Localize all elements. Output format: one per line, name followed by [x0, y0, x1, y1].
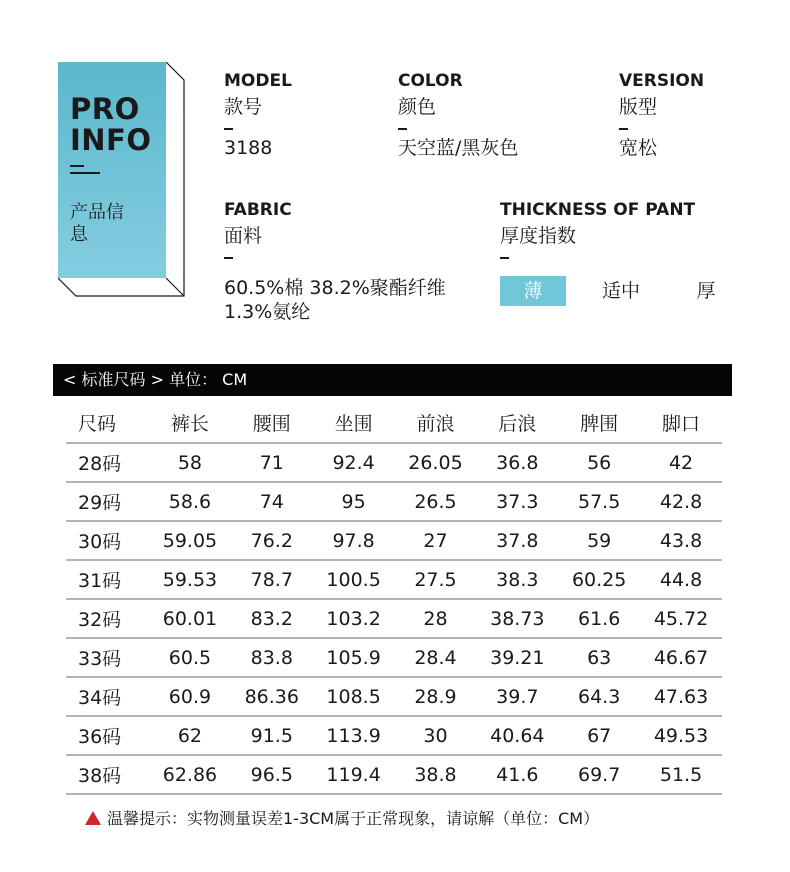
size-cell: 28码: [66, 443, 149, 482]
measurement-cell: 59: [558, 521, 640, 560]
dash-divider: [224, 257, 233, 259]
color-value: 天空蓝/黑灰色: [398, 137, 519, 159]
dash-divider: [500, 257, 509, 259]
measurement-cell: 91.5: [231, 716, 313, 755]
measurement-cell: 37.3: [476, 482, 558, 521]
measurement-cell: 64.3: [558, 677, 640, 716]
measurement-cell: 45.72: [640, 599, 722, 638]
column-header: 脾围: [558, 402, 640, 443]
measurement-cell: 28.4: [395, 638, 477, 677]
measurement-cell: 69.7: [558, 755, 640, 794]
measurement-cell: 46.67: [640, 638, 722, 677]
table-row: [66, 560, 722, 599]
version-field: [619, 73, 704, 158]
thickness-option-thin: 薄: [500, 276, 566, 306]
measurement-cell: 39.7: [476, 677, 558, 716]
version-value: 宽松: [619, 137, 658, 159]
measurement-cell: 96.5: [231, 755, 313, 794]
table-row: [66, 638, 722, 677]
measurement-cell: 30: [395, 716, 477, 755]
version-label-en: VERSION: [619, 71, 705, 91]
measurement-cell: 37.8: [476, 521, 558, 560]
column-header: 前浪: [395, 402, 477, 443]
measurement-cell: 27: [395, 521, 477, 560]
table-row: [66, 521, 722, 560]
model-label-en: MODEL: [224, 71, 292, 91]
column-header: 尺码: [66, 402, 149, 443]
fabric-label-en: FABRIC: [224, 200, 292, 220]
box-panel: [58, 62, 166, 278]
size-cell: 38码: [66, 755, 149, 794]
table-row: [66, 677, 722, 716]
column-header: 后浪: [476, 402, 558, 443]
version-label-cn: 版型: [619, 96, 658, 118]
measurement-cell: 83.2: [231, 599, 313, 638]
size-cell: 30码: [66, 521, 149, 560]
measurement-cell: 26.05: [395, 443, 477, 482]
box-dash-icon: [70, 165, 100, 176]
measurement-cell: 61.6: [558, 599, 640, 638]
measurement-cell: 59.05: [149, 521, 231, 560]
column-header: 腰围: [231, 402, 313, 443]
measurement-cell: 59.53: [149, 560, 231, 599]
measurement-cell: 78.7: [231, 560, 313, 599]
pro-info-box: [58, 62, 186, 298]
model-value: 3188: [224, 137, 273, 159]
measurement-cell: 38.73: [476, 599, 558, 638]
dash-divider: [224, 128, 233, 130]
measurement-cell: 58.6: [149, 482, 231, 521]
measurement-cell: 28.9: [395, 677, 477, 716]
size-table: [66, 402, 722, 795]
measurement-cell: 44.8: [640, 560, 722, 599]
thickness-label-cn: 厚度指数: [500, 225, 577, 247]
measurement-cell: 60.01: [149, 599, 231, 638]
measurement-cell: 60.9: [149, 677, 231, 716]
size-cell: 29码: [66, 482, 149, 521]
warning-triangle-icon: [85, 811, 101, 825]
size-cell: 34码: [66, 677, 149, 716]
thickness-field: [500, 202, 695, 259]
measurement-cell: 27.5: [395, 560, 477, 599]
size-cell: 32码: [66, 599, 149, 638]
size-table-heading: < 标准尺码 > 单位： CM: [53, 364, 732, 396]
color-label-cn: 颜色: [398, 96, 437, 118]
measurement-cell: 42: [640, 443, 722, 482]
measurement-cell: 100.5: [313, 560, 395, 599]
measurement-cell: 39.21: [476, 638, 558, 677]
measurement-cell: 49.53: [640, 716, 722, 755]
dash-divider: [398, 128, 407, 130]
measurement-cell: 103.2: [313, 599, 395, 638]
table-row: [66, 443, 722, 482]
table-row: [66, 599, 722, 638]
measurement-cell: 67: [558, 716, 640, 755]
measurement-note: [85, 806, 599, 829]
measurement-cell: 83.8: [231, 638, 313, 677]
measurement-cell: 41.6: [476, 755, 558, 794]
table-header-row: [66, 402, 722, 443]
thickness-option-thick: 厚: [696, 280, 716, 302]
measurement-cell: 42.8: [640, 482, 722, 521]
model-label-cn: 款号: [224, 96, 263, 118]
table-row: [66, 716, 722, 755]
size-cell: 36码: [66, 716, 149, 755]
column-header: 裤长: [149, 402, 231, 443]
column-header: 脚口: [640, 402, 722, 443]
dash-divider: [619, 128, 628, 130]
color-label-en: COLOR: [398, 71, 463, 91]
measurement-cell: 57.5: [558, 482, 640, 521]
measurement-cell: 95: [313, 482, 395, 521]
measurement-cell: 28: [395, 599, 477, 638]
measurement-cell: 63: [558, 638, 640, 677]
measurement-cell: 62: [149, 716, 231, 755]
measurement-cell: 105.9: [313, 638, 395, 677]
measurement-cell: 43.8: [640, 521, 722, 560]
measurement-cell: 62.86: [149, 755, 231, 794]
box-title-line2: INFO: [70, 123, 152, 157]
thickness-label-en: THICKNESS OF PANT: [500, 200, 696, 220]
note-text: 温馨提示：实物测量误差1-3CM属于正常现象，请谅解（单位：CM）: [107, 809, 600, 828]
measurement-cell: 86.36: [231, 677, 313, 716]
table-row: [66, 482, 722, 521]
measurement-cell: 51.5: [640, 755, 722, 794]
measurement-cell: 47.63: [640, 677, 722, 716]
box-subtitle: 产品信息: [70, 202, 124, 245]
measurement-cell: 56: [558, 443, 640, 482]
thickness-option-medium: 适中: [601, 280, 640, 302]
model-field: [224, 73, 292, 158]
thickness-scale: [500, 276, 726, 306]
measurement-cell: 60.5: [149, 638, 231, 677]
measurement-cell: 74: [231, 482, 313, 521]
measurement-cell: 113.9: [313, 716, 395, 755]
measurement-cell: 108.5: [313, 677, 395, 716]
measurement-cell: 92.4: [313, 443, 395, 482]
measurement-cell: 58: [149, 443, 231, 482]
measurement-cell: 60.25: [558, 560, 640, 599]
box-title-line1: PRO: [70, 92, 140, 126]
size-cell: 31码: [66, 560, 149, 599]
measurement-cell: 38.8: [395, 755, 477, 794]
fabric-field: [224, 202, 292, 259]
measurement-cell: 26.5: [395, 482, 477, 521]
fabric-label-cn: 面料: [224, 225, 263, 247]
measurement-cell: 38.3: [476, 560, 558, 599]
measurement-cell: 76.2: [231, 521, 313, 560]
table-row: [66, 755, 722, 794]
column-header: 坐围: [313, 402, 395, 443]
color-field: [398, 73, 518, 158]
measurement-cell: 97.8: [313, 521, 395, 560]
measurement-cell: 36.8: [476, 443, 558, 482]
measurement-cell: 119.4: [313, 755, 395, 794]
size-cell: 33码: [66, 638, 149, 677]
measurement-cell: 40.64: [476, 716, 558, 755]
fabric-value: 60.5%棉 38.2%聚酯纤维 1.3%氨纶: [224, 277, 446, 323]
measurement-cell: 71: [231, 443, 313, 482]
